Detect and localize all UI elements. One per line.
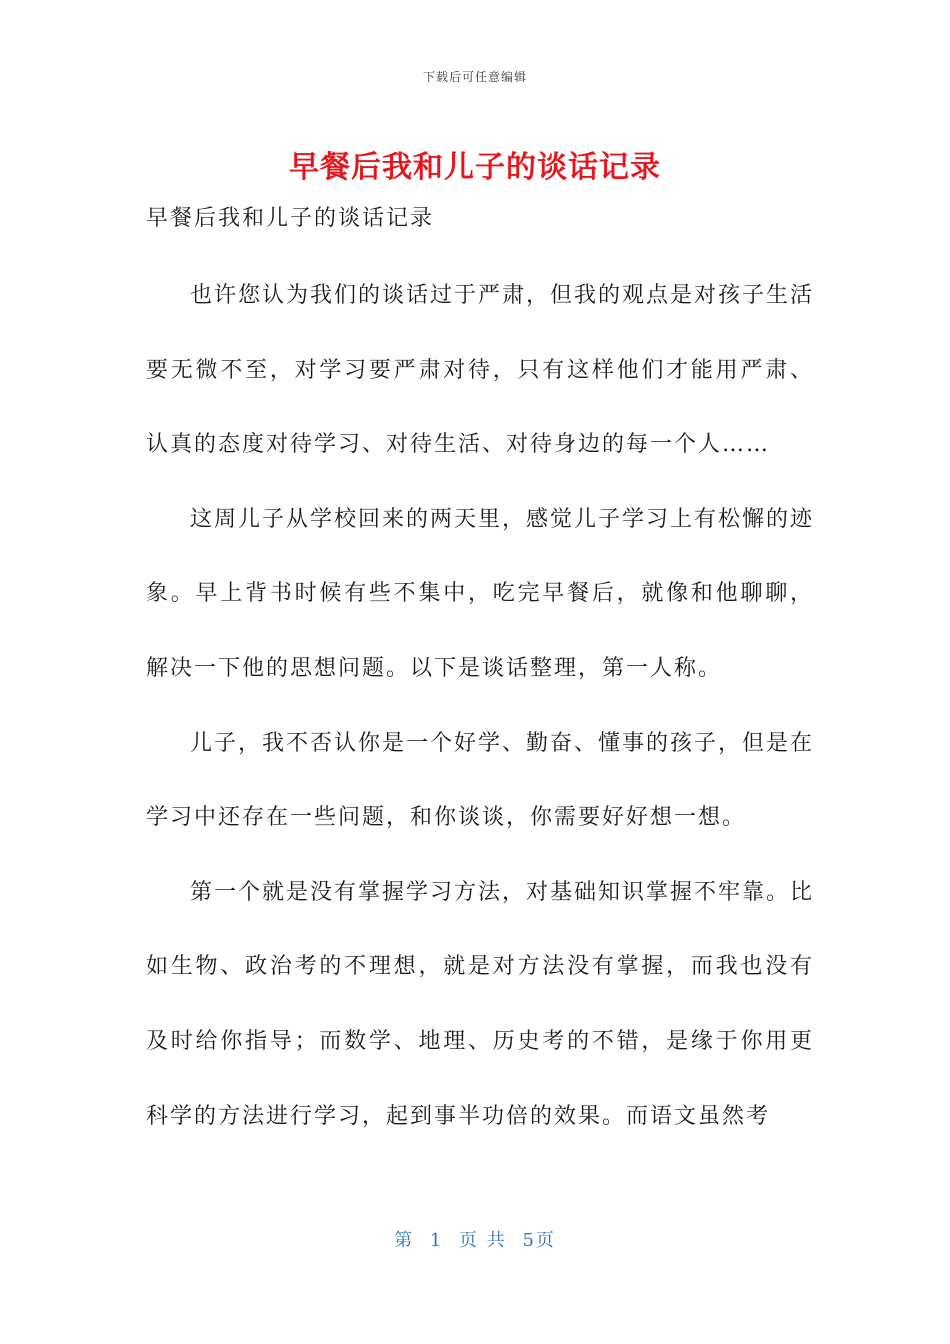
footer-middle: 页 共 bbox=[459, 1230, 507, 1251]
paragraph: 第一个就是没有掌握学习方法，对基础知识掌握不牢靠。比如生物、政治考的不理想，就是对方法没有掌握，而我也没有及时给你指导；而数学、地理、历史考的不错，是缘于你用更科学的方法进行学习，起到事半功倍的效果。而语文虽然考 bbox=[146, 879, 815, 1129]
paragraph: 这周儿子从学校回来的两天里，感觉儿子学习上有松懈的迹象。早上背书时候有些不集中，吃完早餐后，就像和他聊聊，解决一下他的思想问题。以下是谈话整理，第一人称。 bbox=[146, 506, 815, 681]
footer-current-page: 1 bbox=[429, 1230, 444, 1251]
footer-prefix: 第 bbox=[394, 1230, 415, 1251]
document-subtitle: 早餐后我和儿子的谈话记录 bbox=[146, 206, 435, 231]
document-body bbox=[146, 259, 814, 1154]
header-note: 下载后可任意编辑 bbox=[422, 70, 527, 84]
footer-total-pages: 5页 bbox=[522, 1230, 556, 1251]
paragraph: 也许您认为我们的谈话过于严肃，但我的观点是对孩子生活要无微不至，对学习要严肃对待，只有这样他们才能用严肃、认真的态度对待学习、对待生活、对待身边的每一个人…… bbox=[146, 283, 815, 458]
document-title: 早餐后我和儿子的谈话记录 bbox=[289, 150, 661, 185]
page-number-footer bbox=[0, 1226, 950, 1252]
paragraph: 儿子，我不否认你是一个好学、勤奋、懂事的孩子，但是在学习中还存在一些问题，和你谈谈，你需要好好想一想。 bbox=[146, 730, 815, 831]
